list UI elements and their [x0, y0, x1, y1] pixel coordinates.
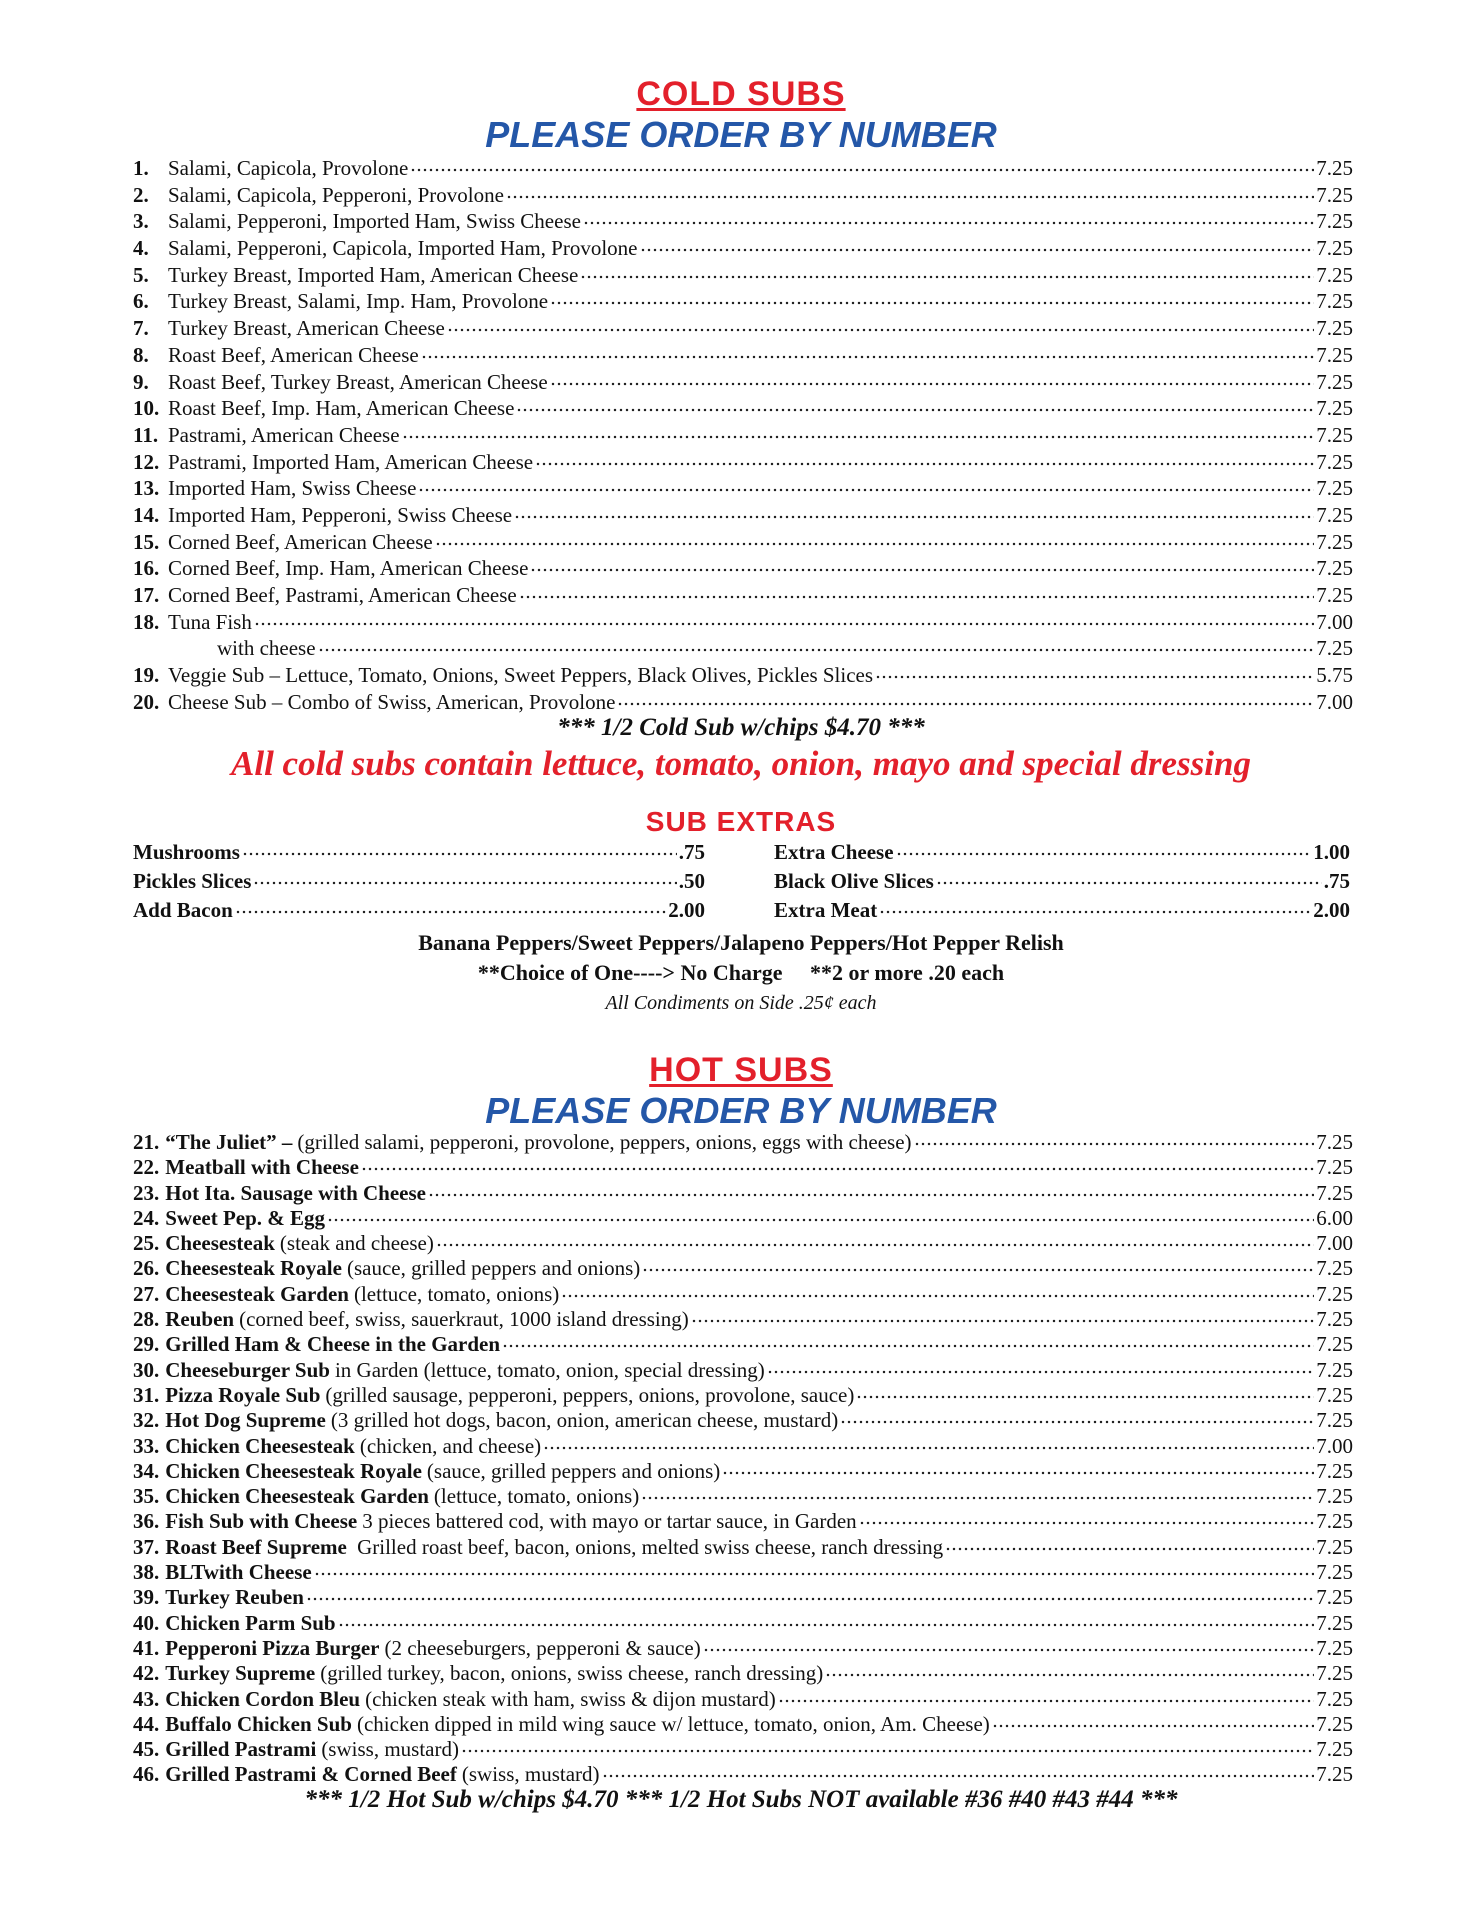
dot-leader	[856, 1395, 1314, 1399]
extra-price: .75	[1323, 869, 1350, 893]
hot-sub-row	[133, 1206, 1353, 1231]
hot-sub-row	[133, 1231, 1353, 1256]
item-description: Imported Ham, Swiss Cheese	[168, 476, 417, 501]
item-description: Corned Beef, American Cheese	[168, 529, 433, 554]
item-name: Hot Ita. Sausage with Cheese	[165, 1180, 426, 1205]
item-number: 45.	[133, 1737, 160, 1762]
peppers-line: Banana Peppers/Sweet Peppers/Jalapeno Peppers/Hot Pepper Relish	[418, 930, 1064, 955]
item-price: 7.25	[1316, 1408, 1353, 1433]
item-number: 11.	[133, 422, 159, 447]
item-description: (chicken steak with ham, swiss & dijon mustard)	[365, 1686, 776, 1711]
item-name: Chicken Parm Sub	[165, 1610, 336, 1635]
dot-leader	[327, 1218, 1314, 1222]
dot-leader	[338, 1623, 1315, 1627]
item-description: Pastrami, American Cheese	[168, 422, 400, 447]
item-price: 7.00	[1316, 1231, 1353, 1256]
cold-sub-row	[133, 690, 1353, 717]
item-price: 7.25	[1316, 156, 1353, 180]
item-price: 7.25	[1316, 289, 1353, 314]
dot-leader	[314, 1572, 1315, 1576]
hot-sub-row	[133, 1611, 1353, 1636]
hot-sub-row	[133, 1585, 1353, 1610]
item-number: 34.	[133, 1458, 160, 1483]
dot-leader	[535, 462, 1314, 466]
cold-sub-row	[133, 236, 1353, 263]
item-number: 28.	[133, 1307, 160, 1332]
item-number: 41.	[133, 1635, 160, 1660]
item-number: 33.	[133, 1433, 160, 1458]
hot-sub-row	[133, 1737, 1353, 1762]
dot-leader	[506, 195, 1314, 199]
item-number: 4.	[133, 236, 149, 261]
cold-sub-row	[133, 209, 1353, 236]
item-description: (steak and cheese)	[279, 1231, 434, 1256]
cold-subs-contains-note: All cold subs contain lettuce, tomato, onion, mayo and special dressing	[231, 744, 1251, 783]
cold-sub-row	[133, 476, 1353, 503]
item-name: Chicken Cordon Bleu	[165, 1686, 361, 1711]
item-price: 7.25	[1316, 1332, 1353, 1357]
item-price: 7.25	[1316, 529, 1353, 554]
item-name: Meatball with Cheese	[165, 1155, 359, 1180]
dot-leader	[825, 1673, 1314, 1677]
item-description: (corned beef, swiss, sauerkraut, 1000 island dressing)	[239, 1307, 689, 1332]
item-number: 6.	[133, 289, 149, 314]
item-price: 7.25	[1316, 1560, 1353, 1585]
dot-leader	[253, 881, 676, 885]
item-price: 7.25	[1316, 369, 1353, 394]
item-price: 7.25	[1316, 1635, 1353, 1660]
dot-leader	[502, 1344, 1314, 1348]
item-description: in Garden (lettuce, tomato, onion, special dressing)	[334, 1357, 765, 1382]
dot-leader	[318, 648, 1315, 652]
item-description: (grilled turkey, bacon, onions, swiss cheese, ranch dressing)	[320, 1661, 824, 1686]
item-description: (3 grilled hot dogs, bacon, onion, american cheese, mustard)	[330, 1408, 839, 1433]
item-number: 39.	[133, 1585, 160, 1610]
extras-left-list	[133, 840, 705, 927]
item-price: 7.00	[1316, 1433, 1353, 1458]
item-number: 22.	[133, 1155, 160, 1180]
cold-order-by-number: PLEASE ORDER BY NUMBER	[485, 114, 997, 155]
extra-row	[133, 898, 705, 927]
item-price: 7.25	[1316, 583, 1353, 607]
item-name: Buffalo Chicken Sub	[165, 1711, 352, 1736]
extra-name: Black Olive Slices	[774, 869, 934, 893]
item-description: Veggie Sub – Lettuce, Tomato, Onions, Sweet Peppers, Black Olives, Pickles Slices	[168, 663, 874, 688]
item-name: Turkey Reuben	[165, 1585, 304, 1610]
item-price: 7.25	[1316, 422, 1353, 447]
item-price: 7.25	[1316, 502, 1353, 527]
item-description: (chicken dipped in mild wing sauce w/ lettuce, tomato, onion, Am. Cheese)	[356, 1711, 990, 1736]
extra-row	[774, 869, 1350, 898]
cold-sub-row	[133, 583, 1353, 610]
item-price: 7.25	[1316, 1737, 1353, 1762]
item-number: 26.	[133, 1256, 160, 1281]
item-description: Salami, Capicola, Pepperoni, Provolone	[168, 182, 504, 207]
cold-sub-row	[133, 450, 1353, 477]
cold-sub-row	[133, 423, 1353, 450]
item-name: Chicken Cheesesteak Garden	[165, 1484, 429, 1509]
item-description: (sauce, grilled peppers and onions)	[346, 1256, 641, 1281]
item-name: Grilled Ham & Cheese in the Garden	[165, 1332, 501, 1357]
cold-sub-row	[133, 663, 1353, 690]
item-name: Reuben	[165, 1307, 235, 1332]
item-description: Turkey Breast, American Cheese	[168, 316, 445, 341]
item-description: Cheese Sub – Combo of Swiss, American, Provolone	[168, 689, 616, 714]
choice-line: **Choice of One----> No Charge **2 or more .20 each	[477, 960, 1005, 985]
extra-name: Extra Meat	[774, 898, 878, 922]
item-price: 7.25	[1316, 1711, 1353, 1736]
dot-leader	[992, 1724, 1314, 1728]
extra-price: 1.00	[1313, 840, 1350, 864]
extra-price: 2.00	[668, 898, 705, 922]
cold-sub-row	[133, 396, 1353, 423]
item-name: Pizza Royale Sub	[165, 1382, 321, 1407]
item-name: Sweet Pep. & Egg	[165, 1205, 326, 1230]
cold-sub-row	[133, 289, 1353, 316]
item-price: 7.25	[1316, 209, 1353, 234]
item-price: 7.25	[1316, 1458, 1353, 1483]
item-name: Cheeseburger Sub	[165, 1357, 330, 1382]
dot-leader	[530, 568, 1314, 572]
item-price: 7.25	[1316, 449, 1353, 474]
item-price: 6.00	[1316, 1205, 1353, 1230]
item-number: 2.	[133, 182, 149, 207]
item-name: Cheesesteak Royale	[165, 1256, 342, 1281]
hot-sub-row	[133, 1383, 1353, 1408]
item-number: 15.	[133, 529, 160, 554]
dot-leader	[421, 355, 1315, 359]
item-name: Pepperoni Pizza Burger	[165, 1635, 380, 1660]
item-description: (swiss, mustard)	[461, 1762, 600, 1787]
item-description: Corned Beef, Imp. Ham, American Cheese	[168, 556, 529, 581]
dot-leader	[580, 275, 1314, 279]
item-number: 16.	[133, 556, 160, 581]
hot-sub-row	[133, 1509, 1353, 1534]
extra-price: 2.00	[1313, 898, 1350, 922]
hot-sub-row	[133, 1434, 1353, 1459]
cold-sub-row	[133, 503, 1353, 530]
item-description: with cheese	[217, 636, 316, 661]
hot-sub-row	[133, 1358, 1353, 1383]
item-number: 21.	[133, 1130, 160, 1154]
item-price: 7.25	[1316, 1180, 1353, 1205]
item-number: 12.	[133, 449, 160, 474]
item-number: 29.	[133, 1332, 160, 1357]
item-description: Pastrami, Imported Ham, American Cheese	[168, 449, 534, 474]
extra-name: Pickles Slices	[133, 869, 252, 893]
hot-sub-row	[133, 1661, 1353, 1686]
item-number: 20.	[133, 689, 160, 714]
dot-leader	[936, 881, 1322, 885]
hot-sub-row	[133, 1256, 1353, 1281]
item-price: 5.75	[1316, 663, 1353, 688]
item-number: 46.	[133, 1762, 160, 1787]
dot-leader	[914, 1142, 1315, 1146]
item-price: 7.25	[1316, 396, 1353, 421]
item-name: “The Juliet” –	[165, 1130, 293, 1154]
dot-leader	[879, 910, 1311, 914]
item-number: 8.	[133, 342, 149, 367]
extra-name: Mushrooms	[133, 840, 240, 864]
item-number: 31.	[133, 1382, 160, 1407]
hot-sub-row	[133, 1130, 1353, 1155]
item-number: 13.	[133, 476, 160, 501]
item-number: 7.	[133, 316, 149, 341]
item-price: 7.25	[1316, 1307, 1353, 1332]
item-number: 23.	[133, 1180, 160, 1205]
item-number: 5.	[133, 262, 149, 287]
hot-half-sub-note: *** 1/2 Hot Sub w/chips $4.70 *** 1/2 Hot Subs NOT available #36 #40 #43 #44 ***	[304, 1786, 1178, 1813]
item-price: 7.25	[1316, 182, 1353, 207]
item-number: 40.	[133, 1610, 160, 1635]
cold-sub-row	[133, 316, 1353, 343]
dot-leader	[583, 221, 1314, 225]
item-description: Roast Beef, Imp. Ham, American Cheese	[168, 396, 515, 421]
item-description: (chicken, and cheese)	[359, 1433, 542, 1458]
cold-sub-row	[133, 183, 1353, 210]
cold-sub-row	[133, 370, 1353, 397]
item-number: 27.	[133, 1281, 160, 1306]
dot-leader	[875, 675, 1314, 679]
hot-sub-row	[133, 1307, 1353, 1332]
extra-row	[774, 840, 1350, 869]
item-price: 7.25	[1316, 1661, 1353, 1686]
condiments-line: All Condiments on Side .25¢ each	[605, 992, 877, 1014]
item-number: 14.	[133, 502, 160, 527]
item-number: 1.	[133, 156, 149, 180]
hot-sub-row	[133, 1155, 1353, 1180]
item-number: 35.	[133, 1484, 160, 1509]
item-description: Salami, Pepperoni, Capicola, Imported Ham, Provolone	[168, 236, 638, 261]
dot-leader	[703, 1648, 1315, 1652]
hot-sub-row	[133, 1484, 1353, 1509]
item-number: 19.	[133, 663, 160, 688]
dot-leader	[640, 248, 1315, 252]
hot-sub-row	[133, 1332, 1353, 1357]
item-name: Cheesesteak Garden	[165, 1281, 349, 1306]
item-price: 7.25	[1316, 1585, 1353, 1610]
item-name: Grilled Pastrami & Corned Beef	[165, 1762, 457, 1787]
dot-leader	[516, 408, 1314, 412]
item-name: Grilled Pastrami	[165, 1737, 317, 1762]
extra-row	[133, 869, 705, 898]
dot-leader	[519, 595, 1315, 599]
item-name: Cheesesteak	[165, 1231, 275, 1256]
extra-price: .50	[678, 869, 705, 893]
item-price: 7.25	[1316, 1534, 1353, 1559]
cold-half-sub-note: *** 1/2 Cold Sub w/chips $4.70 ***	[557, 714, 925, 741]
item-description: Roast Beef, Turkey Breast, American Cheese	[168, 369, 548, 394]
item-name: Chicken Cheesesteak	[165, 1433, 355, 1458]
hot-order-by-number: PLEASE ORDER BY NUMBER	[485, 1090, 997, 1131]
item-number: 3.	[133, 209, 149, 234]
item-price: 7.25	[1316, 1382, 1353, 1407]
dot-leader	[859, 1521, 1315, 1525]
item-price: 7.25	[1316, 1130, 1353, 1154]
item-number: 42.	[133, 1661, 160, 1686]
item-name: Hot Dog Supreme	[165, 1408, 326, 1433]
item-description: Imported Ham, Pepperoni, Swiss Cheese	[168, 502, 513, 527]
cold-sub-row	[133, 156, 1353, 183]
dot-leader	[642, 1268, 1314, 1272]
item-price: 7.25	[1316, 1610, 1353, 1635]
item-price: 7.25	[1316, 1256, 1353, 1281]
dot-leader	[428, 1193, 1314, 1197]
item-price: 7.25	[1316, 556, 1353, 581]
hot-sub-row	[133, 1535, 1353, 1560]
dot-leader	[617, 702, 1314, 706]
item-description: Salami, Capicola, Provolone	[168, 156, 409, 180]
extra-price: .75	[678, 840, 705, 864]
item-price: 7.25	[1316, 1281, 1353, 1306]
dot-leader	[436, 1243, 1314, 1247]
item-number: 9.	[133, 369, 149, 394]
item-description: Tuna Fish	[168, 609, 252, 634]
item-description: Grilled roast beef, bacon, onions, melted swiss cheese, ranch dressing	[351, 1534, 944, 1559]
dot-leader	[561, 1294, 1314, 1298]
item-description: 3 pieces battered cod, with mayo or tartar sauce, in Garden	[362, 1509, 857, 1534]
cold-sub-row	[133, 343, 1353, 370]
item-description: Salami, Pepperoni, Imported Ham, Swiss Cheese	[168, 209, 581, 234]
cold-sub-row	[133, 556, 1353, 583]
extra-name: Add Bacon	[133, 898, 233, 922]
extra-row	[133, 840, 705, 869]
item-price: 7.25	[1316, 262, 1353, 287]
dot-leader	[306, 1597, 1314, 1601]
item-price: 7.25	[1316, 236, 1353, 261]
dot-leader	[550, 301, 1314, 305]
item-price: 7.00	[1316, 689, 1353, 714]
extra-row	[774, 898, 1350, 927]
item-price: 7.00	[1316, 609, 1353, 634]
dot-leader	[402, 435, 1315, 439]
item-price: 7.25	[1316, 1357, 1353, 1382]
item-name: Roast Beef Supreme	[165, 1534, 347, 1559]
item-number: 10.	[133, 396, 160, 421]
dot-leader	[242, 852, 677, 856]
item-name: Turkey Supreme	[165, 1661, 316, 1686]
item-description: (2 cheeseburgers, pepperoni & sauce)	[384, 1635, 701, 1660]
hot-subs-list	[133, 1130, 1353, 1788]
item-price: 7.25	[1316, 1155, 1353, 1180]
item-number: 43.	[133, 1686, 160, 1711]
cold-subs-list	[133, 156, 1353, 716]
item-price: 7.25	[1316, 1509, 1353, 1534]
hot-sub-row	[133, 1560, 1353, 1585]
dot-leader	[840, 1420, 1314, 1424]
item-description: (grilled sausage, pepperoni, peppers, onions, provolone, sauce)	[325, 1382, 855, 1407]
item-price: 7.25	[1316, 316, 1353, 341]
dot-leader	[254, 622, 1314, 626]
item-price: 7.25	[1316, 342, 1353, 367]
dot-leader	[691, 1319, 1315, 1323]
item-number: 44.	[133, 1711, 160, 1736]
hot-subs-title: HOT SUBS	[649, 1051, 833, 1089]
item-number: 18.	[133, 609, 160, 634]
cold-subs-title: COLD SUBS	[636, 75, 846, 113]
hot-sub-row	[133, 1181, 1353, 1206]
cold-sub-row	[133, 610, 1353, 637]
item-number: 38.	[133, 1560, 160, 1585]
item-name: BLTwith Cheese	[165, 1560, 312, 1585]
item-price: 7.25	[1316, 1686, 1353, 1711]
cold-sub-row	[133, 263, 1353, 290]
hot-sub-row	[133, 1408, 1353, 1433]
item-number: 25.	[133, 1231, 160, 1256]
item-description: Roast Beef, American Cheese	[168, 342, 419, 367]
cold-sub-row	[133, 530, 1353, 557]
extras-right-list	[774, 840, 1350, 927]
item-description: (grilled salami, pepperoni, provolone, peppers, onions, eggs with cheese)	[297, 1130, 912, 1154]
dot-leader	[410, 168, 1314, 172]
dot-leader	[435, 542, 1315, 546]
item-price: 7.25	[1316, 1484, 1353, 1509]
hot-sub-row	[133, 1687, 1353, 1712]
hot-sub-row	[133, 1712, 1353, 1737]
dot-leader	[418, 488, 1314, 492]
item-name: Chicken Cheesesteak Royale	[165, 1458, 422, 1483]
dot-leader	[722, 1471, 1314, 1475]
item-description: (swiss, mustard)	[321, 1737, 459, 1762]
hot-sub-row	[133, 1762, 1353, 1787]
dot-leader	[361, 1167, 1314, 1171]
item-description: Corned Beef, Pastrami, American Cheese	[168, 583, 517, 607]
dot-leader	[550, 382, 1315, 386]
item-number: 36.	[133, 1509, 160, 1534]
item-price: 7.25	[1316, 1762, 1353, 1787]
item-price: 7.25	[1316, 636, 1353, 661]
item-number: 37.	[133, 1534, 160, 1559]
extra-name: Extra Cheese	[774, 840, 894, 864]
item-number: 30.	[133, 1357, 160, 1382]
item-description: (lettuce, tomato, onions)	[353, 1281, 560, 1306]
hot-sub-row	[133, 1459, 1353, 1484]
item-price: 7.25	[1316, 476, 1353, 501]
dot-leader	[896, 852, 1312, 856]
item-description: Turkey Breast, Salami, Imp. Ham, Provolone	[168, 289, 549, 314]
item-name: Fish Sub with Cheese	[165, 1509, 358, 1534]
dot-leader	[641, 1496, 1314, 1500]
item-number: 17.	[133, 583, 160, 607]
dot-leader	[945, 1547, 1314, 1551]
hot-sub-row	[133, 1282, 1353, 1307]
dot-leader	[778, 1699, 1315, 1703]
cold-sub-row	[133, 636, 1353, 663]
dot-leader	[514, 515, 1314, 519]
dot-leader	[767, 1370, 1314, 1374]
dot-leader	[543, 1446, 1314, 1450]
item-description: Turkey Breast, Imported Ham, American Cheese	[168, 262, 579, 287]
item-description: (sauce, grilled peppers and onions)	[426, 1458, 721, 1483]
dot-leader	[461, 1749, 1314, 1753]
sub-extras-title: SUB EXTRAS	[645, 806, 837, 837]
hot-sub-row	[133, 1636, 1353, 1661]
dot-leader	[235, 910, 666, 914]
dot-leader	[602, 1774, 1315, 1778]
item-number: 32.	[133, 1408, 160, 1433]
dot-leader	[447, 328, 1314, 332]
item-number: 24.	[133, 1205, 160, 1230]
item-description: (lettuce, tomato, onions)	[433, 1484, 640, 1509]
